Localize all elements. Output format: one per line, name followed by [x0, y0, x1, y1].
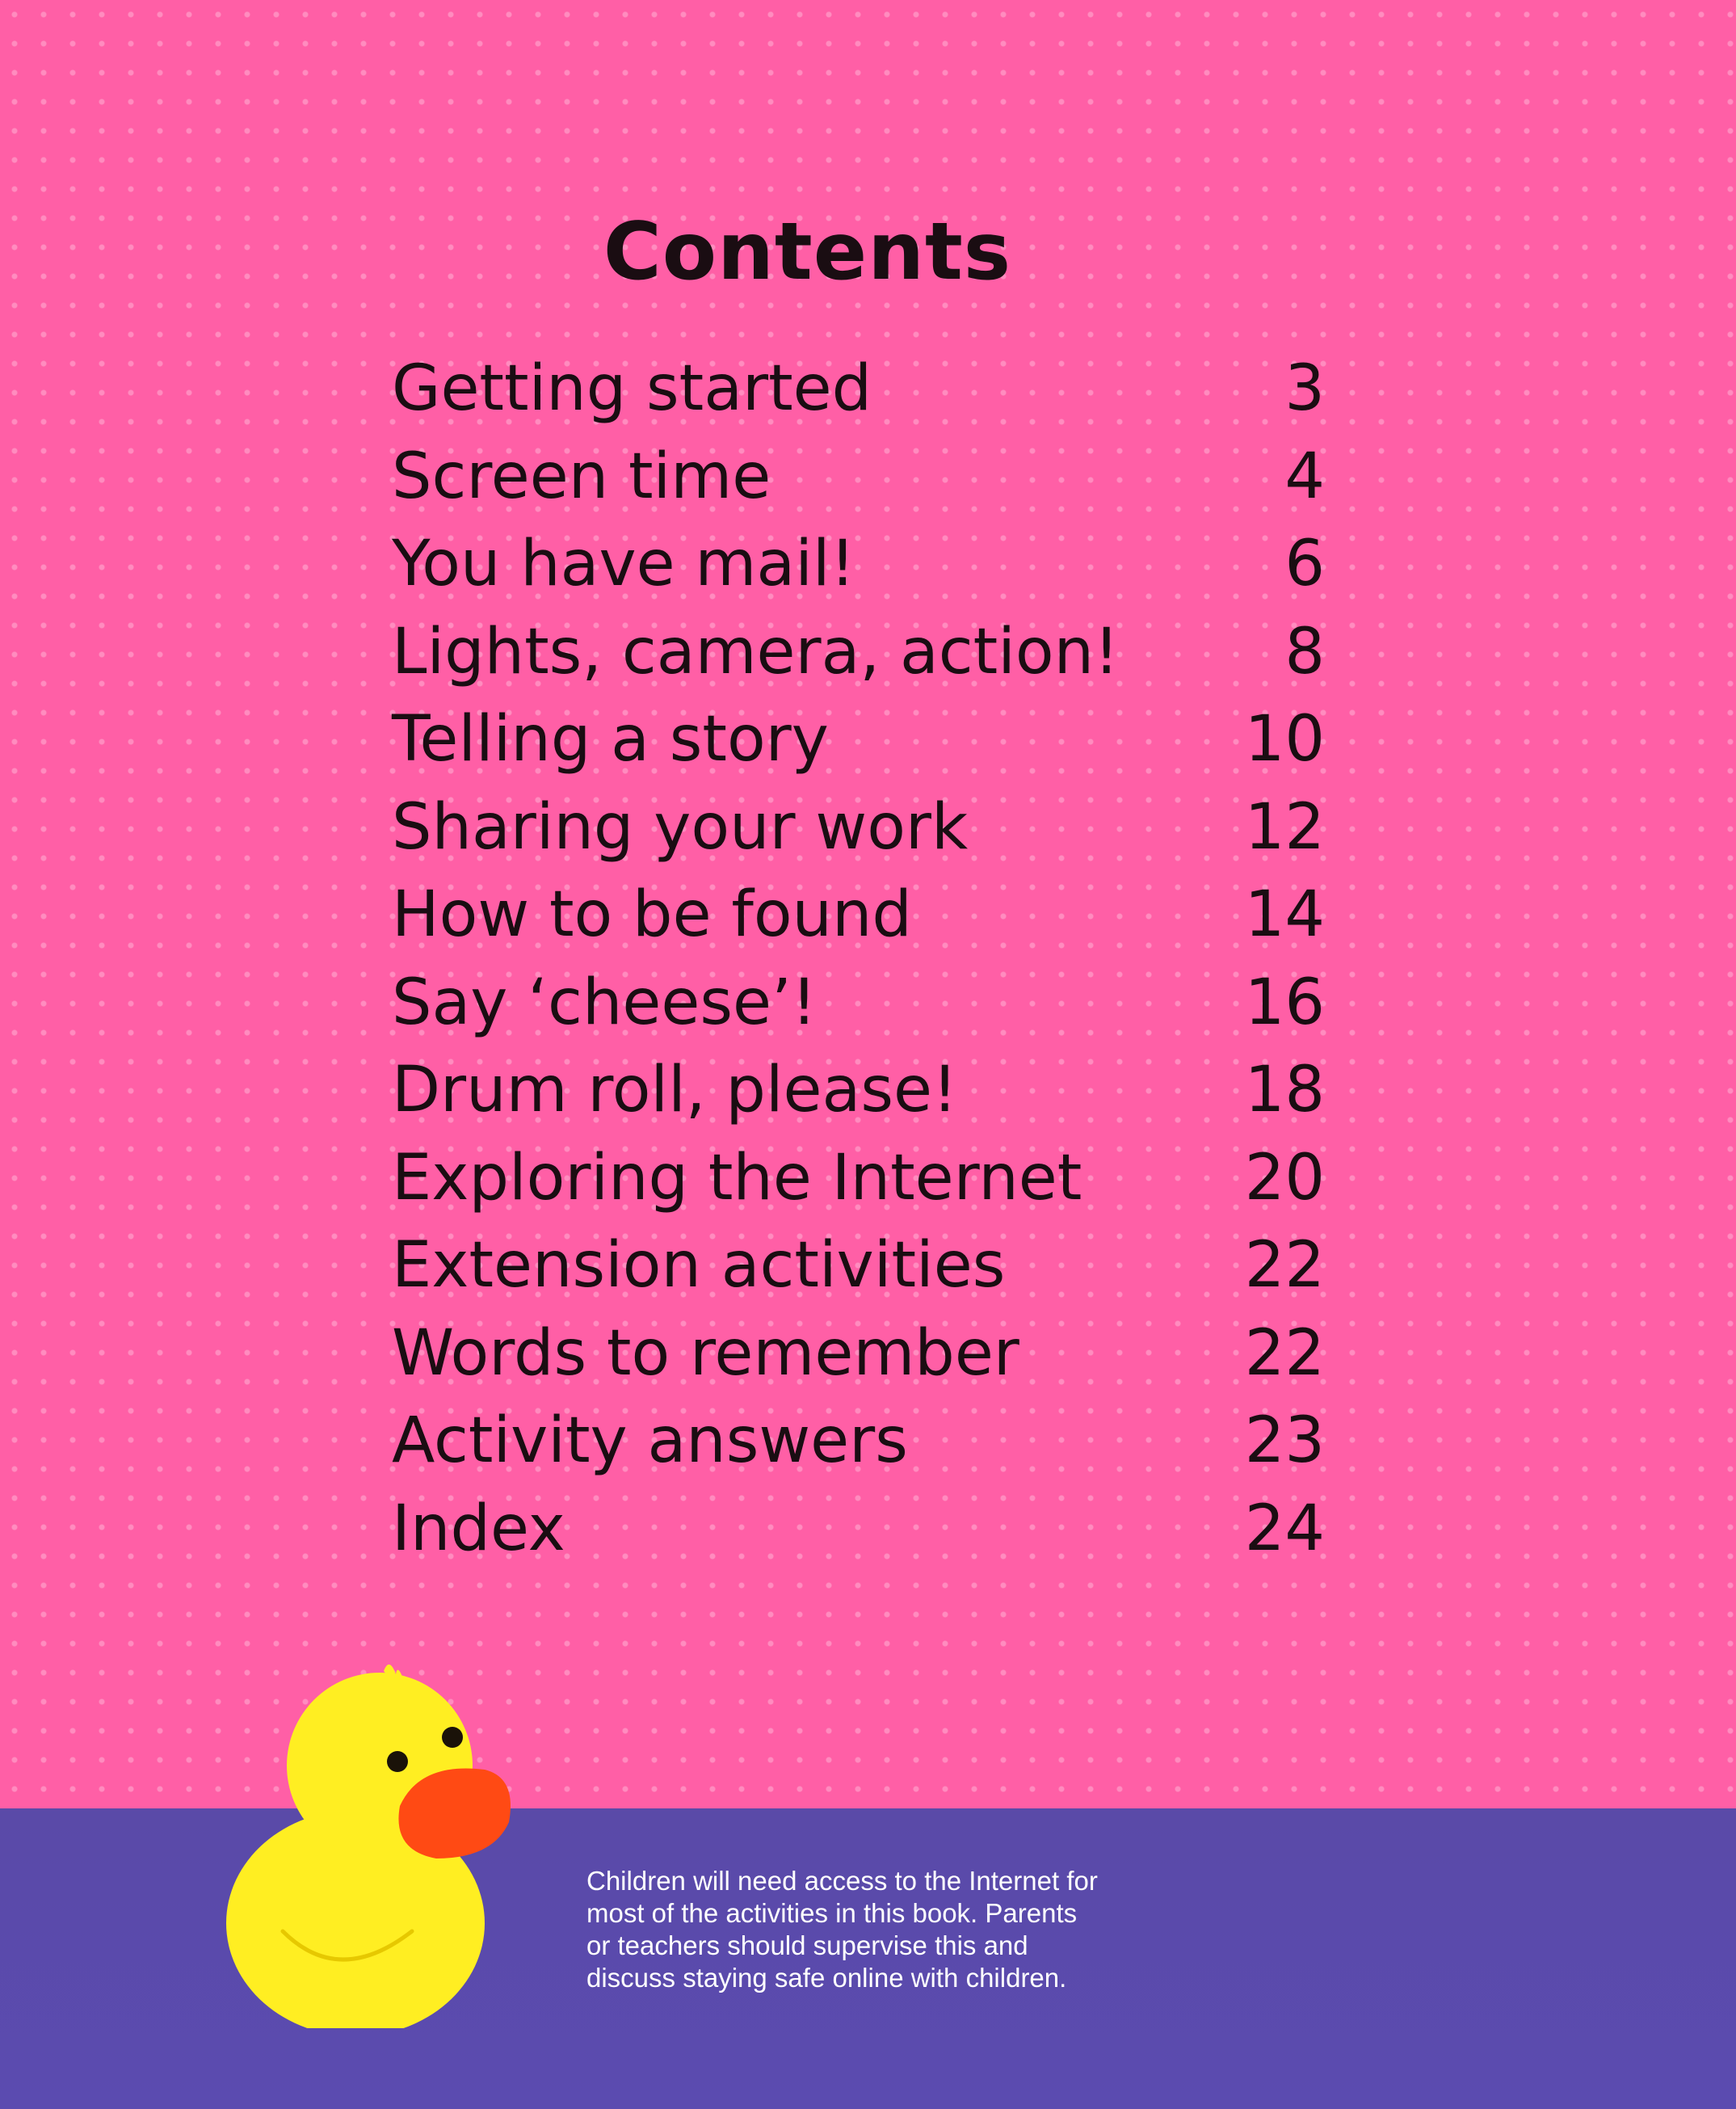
toc-entry-label: Words to remember	[392, 1316, 1019, 1390]
toc-entry[interactable]	[392, 1222, 1325, 1310]
toc-entry[interactable]	[392, 345, 1325, 433]
toc-entry-label: Lights, camera, action!	[392, 615, 1120, 688]
toc-entry[interactable]	[392, 1310, 1325, 1398]
toc-entry-page: 14	[1244, 878, 1325, 951]
toc-entry[interactable]	[392, 784, 1325, 872]
toc-entry[interactable]	[392, 871, 1325, 959]
toc-entry[interactable]	[392, 433, 1325, 521]
table-of-contents	[392, 345, 1325, 1572]
note-line: or teachers should supervise this and	[586, 1930, 1028, 1960]
supervision-note	[586, 1865, 1200, 1994]
toc-entry-page: 18	[1244, 1054, 1325, 1126]
page-title: Contents	[603, 206, 1012, 298]
toc-entry[interactable]	[392, 959, 1325, 1047]
toc-entry-label: How to be found	[392, 878, 912, 951]
toc-entry-label: Extension activities	[392, 1229, 1006, 1302]
toc-entry[interactable]	[392, 1134, 1325, 1223]
toc-entry-page: 22	[1244, 1316, 1325, 1390]
toc-entry-page: 12	[1244, 790, 1325, 864]
toc-entry[interactable]	[392, 696, 1325, 784]
toc-entry-label: Sharing your work	[392, 790, 969, 864]
duck-eye	[442, 1727, 463, 1748]
note-line: most of the activities in this book. Parents	[586, 1898, 1078, 1928]
toc-entry-page: 10	[1244, 703, 1325, 776]
toc-entry-label: Telling a story	[392, 703, 829, 776]
toc-entry-page: 24	[1244, 1492, 1325, 1565]
rubber-duck-icon	[218, 1656, 525, 2028]
toc-entry-label: Index	[392, 1492, 565, 1565]
toc-entry-page: 16	[1244, 966, 1325, 1039]
note-line: Children will need access to the Internet for	[586, 1866, 1098, 1896]
toc-entry-page: 20	[1244, 1141, 1325, 1214]
toc-entry-page: 4	[1284, 440, 1325, 513]
toc-entry-label: Drum roll, please!	[392, 1054, 958, 1126]
toc-entry-label: Getting started	[392, 352, 872, 425]
toc-entry-page: 3	[1284, 352, 1325, 425]
duck-eye	[387, 1751, 408, 1772]
toc-entry-label: You have mail!	[392, 528, 855, 600]
toc-entry-label: Say ‘cheese’!	[392, 966, 818, 1039]
toc-entry[interactable]	[392, 608, 1325, 697]
note-line: discuss staying safe online with children.	[586, 1963, 1067, 1993]
toc-entry-page: 23	[1244, 1404, 1325, 1477]
toc-entry-label: Exploring the Internet	[392, 1141, 1082, 1214]
toc-entry[interactable]	[392, 1397, 1325, 1485]
toc-entry-label: Screen time	[392, 440, 771, 513]
toc-entry-page: 8	[1284, 615, 1325, 688]
toc-entry-page: 6	[1284, 528, 1325, 600]
toc-entry[interactable]	[392, 1485, 1325, 1573]
toc-entry[interactable]	[392, 520, 1325, 608]
toc-entry-label: Activity answers	[392, 1404, 908, 1477]
toc-entry[interactable]	[392, 1046, 1325, 1134]
toc-entry-page: 22	[1244, 1229, 1325, 1302]
